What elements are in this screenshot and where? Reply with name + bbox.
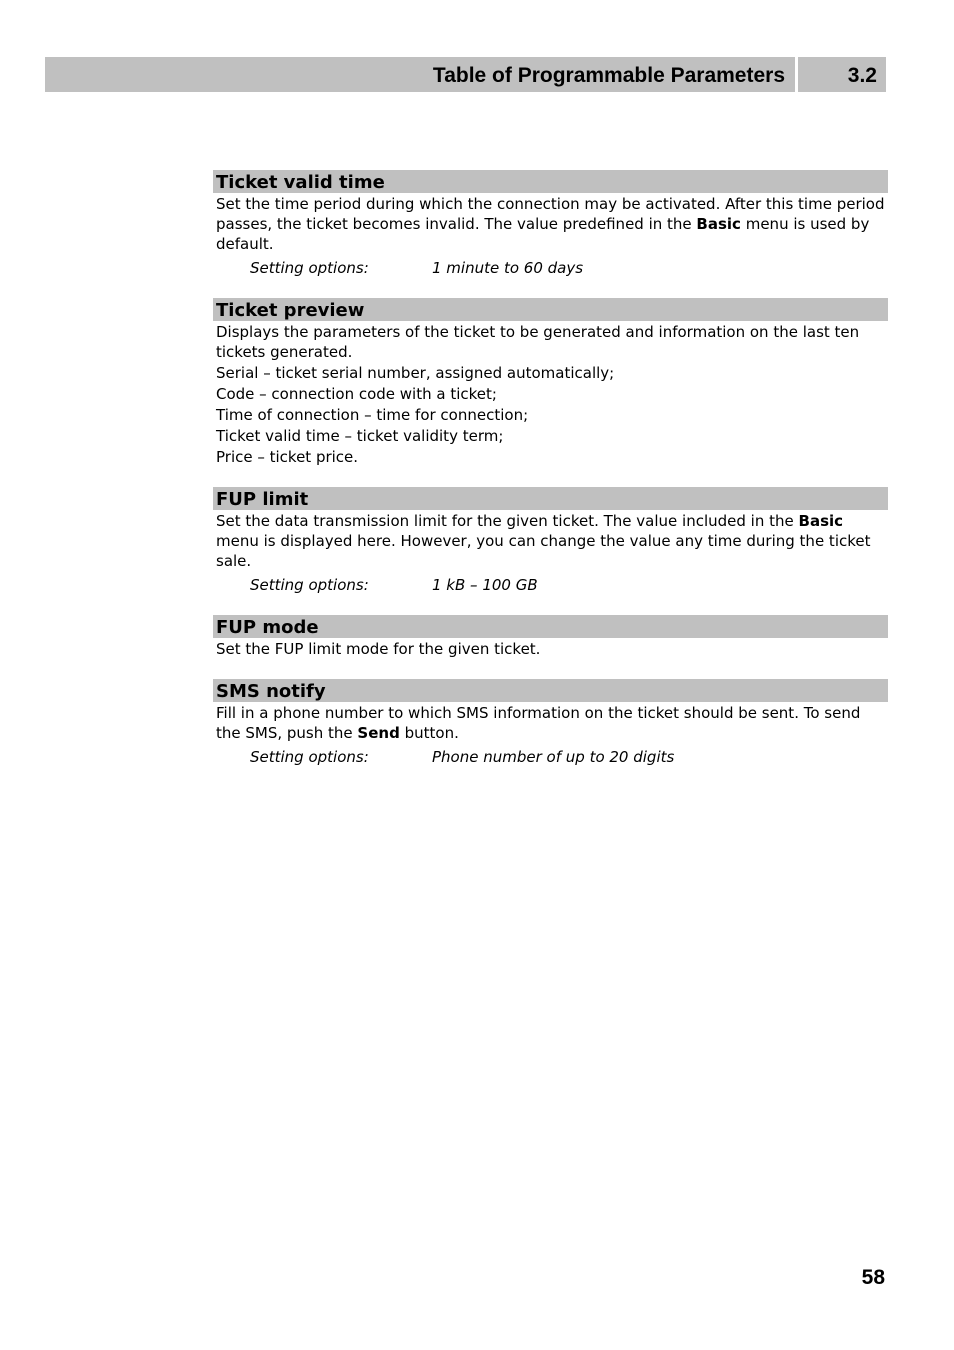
section-sms-notify bbox=[213, 679, 888, 767]
section-heading: FUP mode bbox=[213, 615, 888, 638]
list-item: Price – ticket price. bbox=[216, 448, 359, 466]
setting-options bbox=[213, 575, 888, 595]
page-number: 58 bbox=[861, 1266, 885, 1289]
section-fup-mode bbox=[213, 615, 888, 659]
page-title: Table of Programmable Parameters bbox=[432, 64, 785, 87]
setting-options-label: Setting options: bbox=[250, 576, 369, 594]
setting-options-value: 1 kB – 100 GB bbox=[432, 576, 538, 594]
section-description: Set the FUP limit mode for the given ticket. bbox=[216, 640, 541, 658]
setting-options-value: 1 minute to 60 days bbox=[432, 259, 584, 277]
setting-options-label: Setting options: bbox=[250, 748, 369, 766]
setting-options-value: Phone number of up to 20 digits bbox=[432, 748, 675, 766]
setting-options bbox=[213, 258, 888, 278]
setting-options bbox=[213, 747, 888, 767]
section-description: Set the time period during which the connection may be activated. After this time period passes, the ticket becomes invalid. The value predefined in the Basic menu is used by default. bbox=[216, 195, 885, 253]
section-description: Displays the parameters of the ticket to be generated and information on the last ten tickets generated. bbox=[216, 323, 860, 361]
content bbox=[213, 170, 888, 787]
setting-options-label: Setting options: bbox=[250, 259, 369, 277]
section-fup-limit bbox=[213, 487, 888, 595]
list-item: Time of connection – time for connection; bbox=[216, 406, 529, 424]
section-ticket-valid-time bbox=[213, 170, 888, 278]
section-number: 3.2 bbox=[847, 64, 877, 87]
section-heading: Ticket preview bbox=[213, 298, 888, 321]
section-heading: SMS notify bbox=[213, 679, 888, 702]
section-description: Fill in a phone number to which SMS information on the ticket should be sent. To send the SMS, push the Send button. bbox=[216, 704, 861, 742]
section-heading: FUP limit bbox=[213, 487, 888, 510]
section-ticket-preview bbox=[213, 298, 888, 467]
list-item: Ticket valid time – ticket validity term; bbox=[216, 427, 504, 445]
section-description: Set the data transmission limit for the given ticket. The value included in the Basic menu is displayed here. However, you can change the value any time during the ticket sale. bbox=[216, 512, 871, 570]
list-item: Code – connection code with a ticket; bbox=[216, 385, 497, 403]
list-item: Serial – ticket serial number, assigned automatically; bbox=[216, 364, 615, 382]
section-heading: Ticket valid time bbox=[213, 170, 888, 193]
